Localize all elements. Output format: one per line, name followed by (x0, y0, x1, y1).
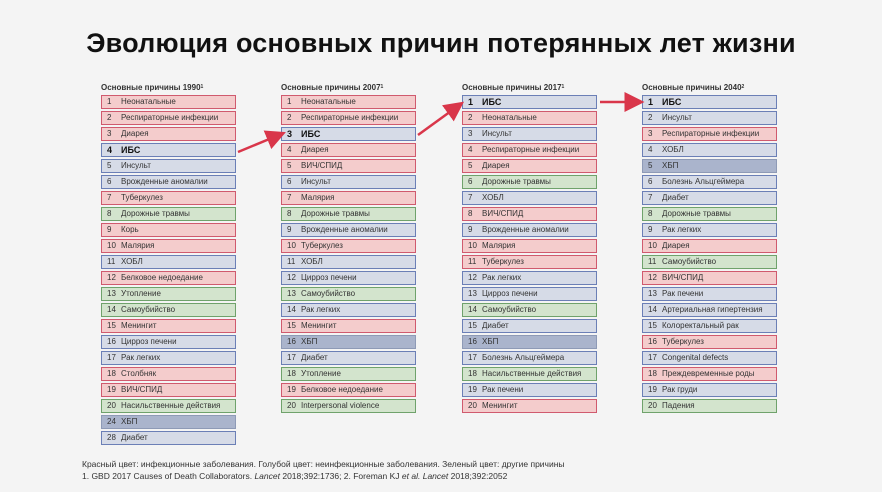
rank-number: 12 (107, 273, 116, 282)
cause-label: Самоубийство (301, 289, 356, 298)
rank-number: 14 (287, 305, 296, 314)
column-header: Основные причины 2007$^1$ (281, 83, 384, 92)
cause-label: Туберкулез (482, 257, 524, 266)
rank-number: 4 (107, 145, 113, 155)
rank-number: 14 (468, 305, 477, 314)
cause-label: Преждевременные роды (662, 369, 755, 378)
cause-label: Туберкулез (121, 193, 163, 202)
cause-label: Менингит (301, 321, 337, 330)
rank-number: 3 (468, 129, 473, 138)
rank-number: 11 (107, 257, 116, 266)
rank-number: 8 (468, 209, 473, 218)
rank-number: 15 (648, 321, 657, 330)
rank-number: 20 (648, 401, 657, 410)
rank-number: 3 (648, 129, 653, 138)
cause-label: Туберкулез (301, 241, 343, 250)
cause-label: Респираторные инфекции (121, 113, 219, 122)
rank-number: 6 (107, 177, 112, 186)
rank-number: 9 (107, 225, 112, 234)
cause-label: Цирроз печени (301, 273, 357, 282)
cause-label: Дорожные травмы (301, 209, 370, 218)
cause-label: ВИЧ/СПИД (662, 273, 704, 282)
rank-number: 12 (287, 273, 296, 282)
rank-number: 18 (107, 369, 116, 378)
cause-label: Артериальная гипертензия (662, 305, 763, 314)
rank-number: 10 (648, 241, 657, 250)
cause-label: Неонатальные (121, 97, 176, 106)
rank-number: 13 (287, 289, 296, 298)
cause-label: Самоубийство (482, 305, 537, 314)
rank-number: 6 (648, 177, 653, 186)
rank-number: 19 (287, 385, 296, 394)
cause-label: ХБП (121, 417, 138, 426)
rank-number: 13 (468, 289, 477, 298)
cause-label: Рак легких (662, 225, 702, 234)
rank-number: 8 (287, 209, 292, 218)
cause-label: Диабет (482, 321, 509, 330)
cause-label: Респираторные инфекции (662, 129, 760, 138)
rank-number: 12 (468, 273, 477, 282)
cause-label: Самоубийство (121, 305, 176, 314)
rank-number: 5 (468, 161, 473, 170)
rank-number: 2 (287, 113, 292, 122)
cause-label: ВИЧ/СПИД (121, 385, 163, 394)
rank-number: 20 (287, 401, 296, 410)
cause-label: Падения (662, 401, 695, 410)
rank-number: 6 (287, 177, 292, 186)
references: 1. GBD 2017 Causes of Death Collaborators. Lancet 2018;392:1736; 2. Foreman KJ et al. Lancet 2018;392:2052 (82, 471, 508, 481)
rank-number: 24 (107, 417, 116, 426)
rank-number: 1 (468, 97, 474, 107)
cause-label: Насильственные действия (482, 369, 582, 378)
rank-number: 5 (648, 161, 653, 170)
cause-label: ИБС (121, 145, 141, 155)
cause-label: Дорожные травмы (662, 209, 731, 218)
rank-number: 18 (648, 369, 657, 378)
rank-number: 10 (107, 241, 116, 250)
rank-number: 8 (648, 209, 653, 218)
rank-number: 17 (107, 353, 116, 362)
rank-number: 17 (468, 353, 477, 362)
rank-number: 9 (648, 225, 653, 234)
rank-number: 15 (107, 321, 116, 330)
cause-label: Рак легких (301, 305, 341, 314)
cause-label: Рак легких (121, 353, 161, 362)
cause-label: Неонатальные (482, 113, 537, 122)
cause-label: Столбняк (121, 369, 157, 378)
column-header: Основные причины 2040$^2$ (642, 83, 745, 92)
cause-label: Дорожные травмы (482, 177, 551, 186)
cause-label: Дорожные травмы (121, 209, 190, 218)
rank-number: 7 (468, 193, 473, 202)
color-legend: Красный цвет: инфекционные заболевания. Голубой цвет: неинфекционные заболевания. Зеленый цвет: другие причины (82, 459, 565, 469)
cause-label: Малярия (301, 193, 335, 202)
rank-number: 2 (648, 113, 653, 122)
cause-label: Цирроз печени (121, 337, 177, 346)
cause-label: ИБС (482, 97, 502, 107)
rank-number: 12 (648, 273, 657, 282)
rank-number: 10 (287, 241, 296, 250)
cause-label: Малярия (482, 241, 516, 250)
cause-label: Утопление (301, 369, 341, 378)
column-header: Основные причины 1990$^1$ (101, 83, 204, 92)
rank-number: 5 (287, 161, 292, 170)
cause-label: Диабет (121, 433, 148, 442)
rank-number: 18 (468, 369, 477, 378)
rank-number: 17 (287, 353, 296, 362)
cause-label: Interpersonal violence (301, 401, 380, 410)
rank-number: 15 (287, 321, 296, 330)
rank-number: 1 (648, 97, 654, 107)
cause-label: Рак легких (482, 273, 522, 282)
rank-number: 13 (107, 289, 116, 298)
cause-label: Неонатальные (301, 97, 356, 106)
rank-number: 20 (468, 401, 477, 410)
rank-number: 20 (107, 401, 116, 410)
cause-label: Малярия (121, 241, 155, 250)
cause-label: Насильственные действия (121, 401, 221, 410)
cause-label: ХБП (662, 161, 679, 170)
rank-number: 4 (648, 145, 653, 154)
cause-label: Диабет (662, 193, 689, 202)
cause-label: ВИЧ/СПИД (482, 209, 524, 218)
rank-number: 5 (107, 161, 112, 170)
cause-label: Белковое недоедание (301, 385, 383, 394)
cause-label: ИБС (301, 129, 321, 139)
rank-number: 3 (107, 129, 112, 138)
rank-number: 3 (287, 129, 293, 139)
rank-number: 7 (107, 193, 112, 202)
cause-label: Белковое недоедание (121, 273, 203, 282)
rank-number: 16 (107, 337, 116, 346)
rank-number: 19 (648, 385, 657, 394)
cause-label: ХОБЛ (301, 257, 323, 266)
arrow-1990-to-2007 (238, 135, 279, 152)
cause-label: Рак груди (662, 385, 698, 394)
column-header: Основные причины 2017$^1$ (462, 83, 565, 92)
rank-number: 11 (287, 257, 296, 266)
cause-label: Инсульт (662, 113, 692, 122)
cause-label: Колоректальный рак (662, 321, 739, 330)
cause-label: ХБП (301, 337, 318, 346)
arrow-2007-to-2017 (418, 106, 458, 135)
rank-number: 7 (648, 193, 653, 202)
cause-label: Инсульт (482, 129, 512, 138)
rank-number: 19 (107, 385, 116, 394)
cause-label: Менингит (482, 401, 518, 410)
rank-number: 2 (468, 113, 473, 122)
cause-label: Туберкулез (662, 337, 704, 346)
cause-label: Менингит (121, 321, 157, 330)
cause-label: Врожденные аномалии (482, 225, 569, 234)
rank-number: 9 (287, 225, 292, 234)
cause-label: Самоубийство (662, 257, 717, 266)
rank-number: 28 (107, 433, 116, 442)
cause-label: Болезнь Альцгеймера (482, 353, 565, 362)
cause-label: Утопление (121, 289, 161, 298)
cause-label: Врожденные аномалии (301, 225, 388, 234)
rank-number: 10 (468, 241, 477, 250)
rank-number: 8 (107, 209, 112, 218)
cause-label: Респираторные инфекции (301, 113, 399, 122)
rank-number: 1 (107, 97, 112, 106)
rank-number: 1 (287, 97, 292, 106)
cause-label: ИБС (662, 97, 682, 107)
rank-number: 6 (468, 177, 473, 186)
rank-number: 11 (648, 257, 657, 266)
rank-number: 4 (287, 145, 292, 154)
cause-label: Цирроз печени (482, 289, 538, 298)
cause-label: ХБП (482, 337, 499, 346)
cause-label: Congenital defects (662, 353, 729, 362)
cause-label: Болезнь Альцгеймера (662, 177, 745, 186)
cause-label: Диарея (482, 161, 510, 170)
cause-label: Диарея (662, 241, 690, 250)
cause-label: ХОБЛ (482, 193, 504, 202)
cause-label: Врожденные аномалии (121, 177, 208, 186)
cause-label: Респираторные инфекции (482, 145, 580, 154)
cause-label: Инсульт (301, 177, 331, 186)
rank-number: 17 (648, 353, 657, 362)
cause-label: Рак печени (482, 385, 524, 394)
cause-label: ХОБЛ (121, 257, 143, 266)
rank-number: 4 (468, 145, 473, 154)
rank-number: 16 (287, 337, 296, 346)
rank-number: 11 (468, 257, 477, 266)
rank-number: 14 (648, 305, 657, 314)
footer (82, 458, 565, 482)
cause-label: Рак печени (662, 289, 704, 298)
cause-label: Диарея (301, 145, 329, 154)
rank-number: 9 (468, 225, 473, 234)
rank-number: 18 (287, 369, 296, 378)
slide-title: Эволюция основных причин потерянных лет жизни (86, 28, 796, 58)
rank-number: 15 (468, 321, 477, 330)
rank-number: 16 (648, 337, 657, 346)
rank-number: 7 (287, 193, 292, 202)
rank-number: 13 (648, 289, 657, 298)
rank-number: 14 (107, 305, 116, 314)
cause-label: Диарея (121, 129, 149, 138)
rank-number: 19 (468, 385, 477, 394)
cause-label: Корь (121, 225, 139, 234)
cause-label: Инсульт (121, 161, 151, 170)
cause-label: ВИЧ/СПИД (301, 161, 343, 170)
rank-number: 2 (107, 113, 112, 122)
rank-number: 16 (468, 337, 477, 346)
cause-label: Диабет (301, 353, 328, 362)
cause-label: ХОБЛ (662, 145, 684, 154)
